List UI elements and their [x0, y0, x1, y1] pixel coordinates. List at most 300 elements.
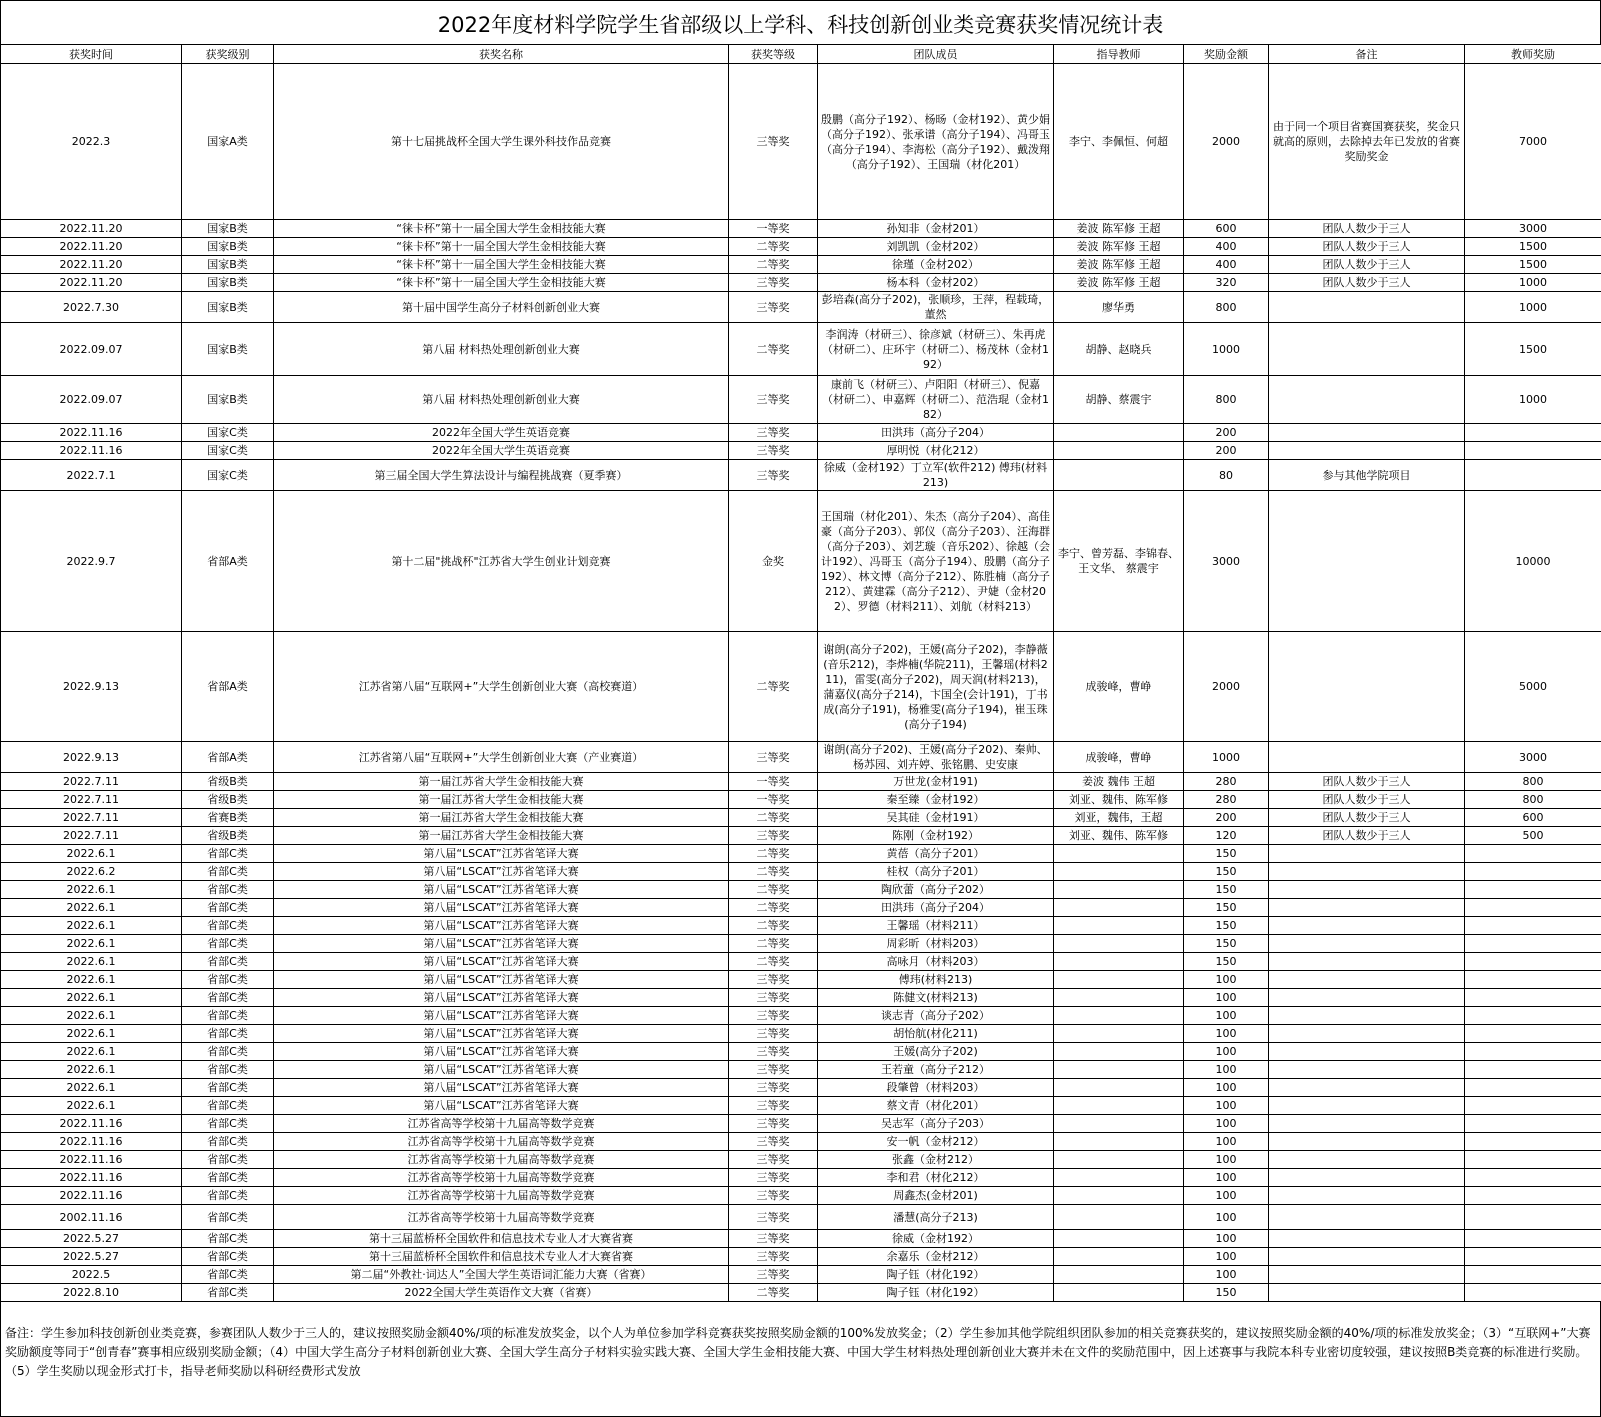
cell-amount: 100	[1184, 1007, 1269, 1025]
cell-level: 省部C类	[182, 863, 274, 881]
cell-amount: 100	[1184, 1079, 1269, 1097]
header-row	[1, 45, 1601, 64]
cell-remark	[1269, 863, 1465, 881]
cell-advisor: 姜波 陈军修 王超	[1054, 274, 1184, 292]
cell-date: 2022.6.1	[1, 989, 182, 1007]
cell-members: 田洪玮（高分子204）	[818, 899, 1054, 917]
cell-date: 2022.8.10	[1, 1284, 182, 1302]
cell-remark: 由于同一个项目省赛国赛获奖，奖金只就高的原则，去除掉去年已发放的省赛奖励奖金	[1269, 64, 1465, 220]
cell-advisor	[1054, 1248, 1184, 1266]
cell-amount: 100	[1184, 1151, 1269, 1169]
cell-members: 陶子钰（材化192）	[818, 1266, 1054, 1284]
column-header: 获奖时间	[1, 45, 182, 64]
cell-teacher-award	[1465, 1007, 1601, 1025]
table-row	[1, 917, 1601, 935]
cell-amount: 100	[1184, 1205, 1269, 1230]
cell-advisor: 成骏峰，曹峥	[1054, 632, 1184, 742]
cell-date: 2022.6.1	[1, 1061, 182, 1079]
cell-date: 2022.11.20	[1, 256, 182, 274]
cell-name: 第八届“LSCAT”江苏省笔译大赛	[274, 1007, 729, 1025]
cell-grade: 三等奖	[729, 1230, 818, 1248]
cell-amount: 320	[1184, 274, 1269, 292]
cell-level: 省部C类	[182, 1025, 274, 1043]
cell-name: 第八届“LSCAT”江苏省笔译大赛	[274, 971, 729, 989]
cell-date: 2022.6.1	[1, 971, 182, 989]
cell-remark: 团队人数少于三人	[1269, 791, 1465, 809]
cell-name: 江苏省第八届“互联网+”大学生创新创业大赛（高校赛道）	[274, 632, 729, 742]
table-row	[1, 742, 1601, 773]
cell-advisor	[1054, 1079, 1184, 1097]
cell-remark	[1269, 632, 1465, 742]
cell-amount: 800	[1184, 376, 1269, 424]
table-row	[1, 953, 1601, 971]
cell-members: 胡怡航(材化211)	[818, 1025, 1054, 1043]
cell-teacher-award: 10000	[1465, 491, 1601, 632]
cell-level: 省部C类	[182, 1043, 274, 1061]
table-row	[1, 256, 1601, 274]
cell-level: 省部C类	[182, 1187, 274, 1205]
cell-members: 周鑫杰(金材201)	[818, 1187, 1054, 1205]
cell-teacher-award	[1465, 1205, 1601, 1230]
cell-grade: 二等奖	[729, 881, 818, 899]
cell-amount: 1000	[1184, 742, 1269, 773]
cell-name: 第八届“LSCAT”江苏省笔译大赛	[274, 1043, 729, 1061]
cell-teacher-award	[1465, 971, 1601, 989]
cell-date: 2022.5.27	[1, 1248, 182, 1266]
column-header: 获奖级别	[182, 45, 274, 64]
cell-level: 省部C类	[182, 917, 274, 935]
cell-advisor: 姜波 陈军修 王超	[1054, 256, 1184, 274]
cell-advisor	[1054, 935, 1184, 953]
cell-members: 吴志军（高分子203）	[818, 1115, 1054, 1133]
cell-amount: 100	[1184, 1025, 1269, 1043]
cell-remark: 团队人数少于三人	[1269, 809, 1465, 827]
cell-remark: 参与其他学院项目	[1269, 460, 1465, 491]
cell-members: 蔡文青（材化201）	[818, 1097, 1054, 1115]
cell-date: 2022.7.11	[1, 773, 182, 791]
cell-teacher-award	[1465, 1187, 1601, 1205]
cell-members: 万世龙(金材191)	[818, 773, 1054, 791]
cell-members: 秦至臻（金材192）	[818, 791, 1054, 809]
cell-date: 2022.09.07	[1, 376, 182, 424]
cell-amount: 400	[1184, 238, 1269, 256]
cell-teacher-award: 3000	[1465, 220, 1601, 238]
cell-grade: 二等奖	[729, 809, 818, 827]
cell-teacher-award: 1000	[1465, 292, 1601, 323]
footnote: 备注：学生参加科技创新创业类竞赛，参赛团队人数少于三人的，建议按照奖励金额40%/项的标准发放奖金，以个人为单位参加学科竞赛获奖按照奖励金额的100%发放奖金；（2）学生参加其他学院组织团队参加的相关竞赛获奖的，建议按照奖励金额的40%/项的标准发放奖金；（3）“互联网+”大赛奖励额度等同于“创青春”赛事相应级别奖励金额；（4）中国大学生高分子材料创新创业大赛、全国大学生高分子材料实验实践大赛、全国大学生金相技能大赛、中国大学生材料热处理创新创业大赛并未在文件的奖励范围中，因上述赛事与我院本科专业密切度较强，建议按照B类竞赛的标准进行奖励。（5）学生奖励以现金形式打卡，指导老师奖励以科研经费形式发放	[0, 1302, 1601, 1417]
cell-remark: 团队人数少于三人	[1269, 827, 1465, 845]
cell-members: 吴其硅（金材191）	[818, 809, 1054, 827]
cell-level: 省部C类	[182, 1061, 274, 1079]
cell-advisor	[1054, 845, 1184, 863]
cell-name: 第八届“LSCAT”江苏省笔译大赛	[274, 863, 729, 881]
cell-date: 2022.7.11	[1, 791, 182, 809]
cell-members: 厚明悦（材化212）	[818, 442, 1054, 460]
cell-name: 2022全国大学生英语作文大赛（省赛）	[274, 1284, 729, 1302]
cell-grade: 三等奖	[729, 1097, 818, 1115]
cell-remark	[1269, 1284, 1465, 1302]
cell-remark	[1269, 1133, 1465, 1151]
cell-amount: 150	[1184, 845, 1269, 863]
cell-remark	[1269, 1097, 1465, 1115]
cell-advisor	[1054, 1025, 1184, 1043]
cell-amount: 1000	[1184, 323, 1269, 376]
cell-advisor	[1054, 1187, 1184, 1205]
cell-grade: 三等奖	[729, 1169, 818, 1187]
sheet-title: 2022年度材料学院学生省部级以上学科、科技创新创业类竞赛获奖情况统计表	[0, 0, 1601, 44]
cell-grade: 三等奖	[729, 1025, 818, 1043]
cell-members: 黄蓓（高分子201）	[818, 845, 1054, 863]
cell-remark	[1269, 1079, 1465, 1097]
cell-members: 陶欣蕾（高分子202）	[818, 881, 1054, 899]
cell-amount: 280	[1184, 773, 1269, 791]
cell-grade: 一等奖	[729, 791, 818, 809]
cell-level: 省部A类	[182, 742, 274, 773]
table-row	[1, 1230, 1601, 1248]
cell-teacher-award	[1465, 1043, 1601, 1061]
cell-grade: 三等奖	[729, 971, 818, 989]
cell-date: 2022.6.1	[1, 917, 182, 935]
cell-level: 省部C类	[182, 1097, 274, 1115]
cell-teacher-award	[1465, 1133, 1601, 1151]
cell-name: 第八届“LSCAT”江苏省笔译大赛	[274, 935, 729, 953]
cell-name: 江苏省高等学校第十九届高等数学竞赛	[274, 1115, 729, 1133]
cell-level: 省部C类	[182, 1115, 274, 1133]
cell-date: 2022.6.1	[1, 1097, 182, 1115]
cell-remark	[1269, 989, 1465, 1007]
cell-advisor: 李宁、曾芳磊、李锦春、王文华、 蔡震宇	[1054, 491, 1184, 632]
cell-level: 国家B类	[182, 292, 274, 323]
cell-amount: 150	[1184, 899, 1269, 917]
cell-teacher-award	[1465, 1230, 1601, 1248]
cell-advisor: 刘亚、魏伟、陈军修	[1054, 827, 1184, 845]
cell-level: 省部A类	[182, 491, 274, 632]
cell-teacher-award	[1465, 881, 1601, 899]
cell-level: 省部C类	[182, 935, 274, 953]
cell-amount: 100	[1184, 1115, 1269, 1133]
cell-teacher-award	[1465, 935, 1601, 953]
cell-level: 省部C类	[182, 1079, 274, 1097]
cell-level: 省部A类	[182, 632, 274, 742]
cell-level: 省部C类	[182, 1151, 274, 1169]
cell-members: 安一帆（金材212）	[818, 1133, 1054, 1151]
cell-name: 第一届江苏省大学生金相技能大赛	[274, 773, 729, 791]
cell-advisor	[1054, 1061, 1184, 1079]
cell-grade: 二等奖	[729, 632, 818, 742]
table-row	[1, 1248, 1601, 1266]
cell-date: 2022.6.1	[1, 899, 182, 917]
cell-name: 第八届“LSCAT”江苏省笔译大赛	[274, 881, 729, 899]
table-row	[1, 827, 1601, 845]
cell-advisor: 成骏峰，曹峥	[1054, 742, 1184, 773]
cell-name: 江苏省高等学校第十九届高等数学竞赛	[274, 1151, 729, 1169]
table-row	[1, 424, 1601, 442]
cell-date: 2022.11.16	[1, 1187, 182, 1205]
table-row	[1, 64, 1601, 220]
cell-date: 2022.6.1	[1, 881, 182, 899]
cell-amount: 200	[1184, 809, 1269, 827]
cell-date: 2022.11.20	[1, 238, 182, 256]
cell-advisor	[1054, 1284, 1184, 1302]
cell-members: 徐威（金材192）	[818, 1230, 1054, 1248]
cell-name: 第一届江苏省大学生金相技能大赛	[274, 791, 729, 809]
table-row	[1, 1133, 1601, 1151]
cell-name: “徕卡杯”第十一届全国大学生金相技能大赛	[274, 256, 729, 274]
cell-members: 李润涛（材研三）、徐彦斌（材研三）、朱再虎（材研二）、庄环宇（材研二）、杨茂林（金材192）	[818, 323, 1054, 376]
cell-name: 第二届“外教社·词达人”全国大学生英语词汇能力大赛（省赛）	[274, 1266, 729, 1284]
cell-remark	[1269, 1061, 1465, 1079]
cell-remark	[1269, 1187, 1465, 1205]
cell-level: 省部C类	[182, 989, 274, 1007]
cell-date: 2022.11.16	[1, 1151, 182, 1169]
cell-name: “徕卡杯”第十一届全国大学生金相技能大赛	[274, 274, 729, 292]
cell-teacher-award: 1500	[1465, 256, 1601, 274]
cell-remark: 团队人数少于三人	[1269, 274, 1465, 292]
cell-date: 2002.11.16	[1, 1205, 182, 1230]
cell-remark	[1269, 1169, 1465, 1187]
cell-teacher-award	[1465, 917, 1601, 935]
cell-advisor: 李宁、李佩恒、何超	[1054, 64, 1184, 220]
cell-grade: 三等奖	[729, 64, 818, 220]
cell-name: 江苏省高等学校第十九届高等数学竞赛	[274, 1187, 729, 1205]
cell-grade: 金奖	[729, 491, 818, 632]
cell-grade: 三等奖	[729, 742, 818, 773]
table-row	[1, 1115, 1601, 1133]
cell-teacher-award	[1465, 1151, 1601, 1169]
cell-remark	[1269, 1205, 1465, 1230]
cell-members: 潘慧(高分子213)	[818, 1205, 1054, 1230]
cell-date: 2022.6.1	[1, 935, 182, 953]
cell-date: 2022.6.1	[1, 845, 182, 863]
cell-remark	[1269, 1115, 1465, 1133]
cell-grade: 三等奖	[729, 1133, 818, 1151]
table-row	[1, 881, 1601, 899]
cell-teacher-award: 800	[1465, 791, 1601, 809]
cell-advisor	[1054, 1230, 1184, 1248]
cell-advisor	[1054, 1007, 1184, 1025]
cell-grade: 三等奖	[729, 989, 818, 1007]
cell-date: 2022.11.16	[1, 1169, 182, 1187]
cell-level: 国家C类	[182, 424, 274, 442]
awards-table	[0, 44, 1601, 1302]
cell-name: 江苏省高等学校第十九届高等数学竞赛	[274, 1169, 729, 1187]
cell-amount: 600	[1184, 220, 1269, 238]
cell-date: 2022.11.16	[1, 442, 182, 460]
cell-name: 2022年全国大学生英语竞赛	[274, 424, 729, 442]
table-row	[1, 460, 1601, 491]
cell-grade: 一等奖	[729, 220, 818, 238]
cell-amount: 2000	[1184, 632, 1269, 742]
cell-name: 第八届“LSCAT”江苏省笔译大赛	[274, 953, 729, 971]
cell-teacher-award: 1500	[1465, 238, 1601, 256]
cell-grade: 三等奖	[729, 292, 818, 323]
cell-advisor: 刘亚，魏伟，王超	[1054, 809, 1184, 827]
cell-grade: 二等奖	[729, 238, 818, 256]
cell-teacher-award	[1465, 1061, 1601, 1079]
cell-date: 2022.9.7	[1, 491, 182, 632]
cell-date: 2022.11.20	[1, 220, 182, 238]
cell-grade: 三等奖	[729, 442, 818, 460]
cell-name: 第十三届蓝桥杯全国软件和信息技术专业人才大赛省赛	[274, 1230, 729, 1248]
cell-level: 省部C类	[182, 1169, 274, 1187]
cell-date: 2022.5.27	[1, 1230, 182, 1248]
table-row	[1, 773, 1601, 791]
cell-level: 国家B类	[182, 256, 274, 274]
cell-advisor	[1054, 424, 1184, 442]
cell-teacher-award: 800	[1465, 773, 1601, 791]
cell-amount: 150	[1184, 881, 1269, 899]
cell-name: 第十届中国学生高分子材料创新创业大赛	[274, 292, 729, 323]
table-row	[1, 376, 1601, 424]
cell-advisor	[1054, 442, 1184, 460]
cell-advisor	[1054, 1205, 1184, 1230]
table-row	[1, 1061, 1601, 1079]
cell-name: 第八届“LSCAT”江苏省笔译大赛	[274, 845, 729, 863]
table-row	[1, 935, 1601, 953]
cell-level: 省部C类	[182, 1284, 274, 1302]
cell-advisor	[1054, 1097, 1184, 1115]
cell-name: 第八届“LSCAT”江苏省笔译大赛	[274, 1025, 729, 1043]
cell-name: 第八届“LSCAT”江苏省笔译大赛	[274, 1061, 729, 1079]
cell-date: 2022.11.16	[1, 1115, 182, 1133]
cell-level: 省部C类	[182, 899, 274, 917]
cell-amount: 280	[1184, 791, 1269, 809]
cell-amount: 100	[1184, 971, 1269, 989]
cell-members: 桂权（高分子201）	[818, 863, 1054, 881]
cell-amount: 200	[1184, 442, 1269, 460]
cell-amount: 100	[1184, 1230, 1269, 1248]
cell-level: 省部C类	[182, 953, 274, 971]
table-row	[1, 1151, 1601, 1169]
cell-level: 省级B类	[182, 773, 274, 791]
table-row	[1, 1266, 1601, 1284]
cell-remark: 团队人数少于三人	[1269, 220, 1465, 238]
cell-remark: 团队人数少于三人	[1269, 256, 1465, 274]
cell-level: 省级B类	[182, 791, 274, 809]
cell-members: 陈刚（金材192）	[818, 827, 1054, 845]
cell-amount: 100	[1184, 989, 1269, 1007]
cell-members: 陈健文(材料213)	[818, 989, 1054, 1007]
column-header: 团队成员	[818, 45, 1054, 64]
cell-name: 第八届“LSCAT”江苏省笔译大赛	[274, 1079, 729, 1097]
cell-level: 国家A类	[182, 64, 274, 220]
cell-remark	[1269, 845, 1465, 863]
column-header: 奖励金额	[1184, 45, 1269, 64]
cell-teacher-award	[1465, 1284, 1601, 1302]
cell-members: 谢朗(高分子202)，王媛(高分子202)，李静薇(音乐212)，李烨楠(华院211)，王馨瑶(材料211)，雷雯(高分子202)，周天润(材料213)，蒲嘉仪(高分子214)，卞国全(会计191)，丁书成(高分子191)，杨雅雯(高分子194)，崔玉珠(高分子194)	[818, 632, 1054, 742]
column-header: 指导教师	[1054, 45, 1184, 64]
cell-amount: 150	[1184, 1284, 1269, 1302]
cell-grade: 二等奖	[729, 1284, 818, 1302]
cell-advisor	[1054, 1169, 1184, 1187]
table-row	[1, 632, 1601, 742]
cell-name: 第八届 材料热处理创新创业大赛	[274, 323, 729, 376]
cell-date: 2022.6.1	[1, 1043, 182, 1061]
cell-remark: 团队人数少于三人	[1269, 773, 1465, 791]
cell-members: 康前飞（材研三）、卢阳阳（材研三）、倪嘉（材研二）、申嘉辉（材研二）、范浩琨（金材182）	[818, 376, 1054, 424]
cell-teacher-award: 1000	[1465, 376, 1601, 424]
table-row	[1, 1043, 1601, 1061]
table-row	[1, 1187, 1601, 1205]
cell-remark	[1269, 323, 1465, 376]
table-row	[1, 899, 1601, 917]
table-row	[1, 1025, 1601, 1043]
cell-grade: 三等奖	[729, 424, 818, 442]
table-row	[1, 1169, 1601, 1187]
table-row	[1, 1097, 1601, 1115]
cell-advisor	[1054, 1133, 1184, 1151]
cell-remark	[1269, 491, 1465, 632]
cell-amount: 100	[1184, 1133, 1269, 1151]
table-row	[1, 491, 1601, 632]
cell-level: 省部C类	[182, 845, 274, 863]
cell-teacher-award: 500	[1465, 827, 1601, 845]
cell-grade: 三等奖	[729, 1187, 818, 1205]
cell-advisor: 刘亚、魏伟、陈军修	[1054, 791, 1184, 809]
cell-teacher-award	[1465, 1097, 1601, 1115]
cell-grade: 二等奖	[729, 323, 818, 376]
cell-members: 段肇曾（材料203）	[818, 1079, 1054, 1097]
cell-grade: 二等奖	[729, 917, 818, 935]
cell-name: 江苏省第八届“互联网+”大学生创新创业大赛（产业赛道）	[274, 742, 729, 773]
cell-date: 2022.09.07	[1, 323, 182, 376]
cell-grade: 三等奖	[729, 827, 818, 845]
cell-grade: 三等奖	[729, 1115, 818, 1133]
cell-advisor	[1054, 971, 1184, 989]
cell-date: 2022.11.16	[1, 424, 182, 442]
cell-teacher-award: 1500	[1465, 323, 1601, 376]
cell-teacher-award	[1465, 442, 1601, 460]
cell-remark	[1269, 899, 1465, 917]
cell-remark	[1269, 971, 1465, 989]
cell-remark	[1269, 935, 1465, 953]
cell-amount: 800	[1184, 292, 1269, 323]
cell-teacher-award	[1465, 899, 1601, 917]
cell-members: 余嘉乐（金材212）	[818, 1248, 1054, 1266]
cell-members: 周彩昕（材料203）	[818, 935, 1054, 953]
table-row	[1, 809, 1601, 827]
cell-level: 国家B类	[182, 274, 274, 292]
cell-date: 2022.7.1	[1, 460, 182, 491]
cell-amount: 100	[1184, 1061, 1269, 1079]
table-row	[1, 791, 1601, 809]
cell-grade: 三等奖	[729, 1205, 818, 1230]
cell-teacher-award	[1465, 863, 1601, 881]
cell-level: 国家B类	[182, 376, 274, 424]
cell-level: 省部C类	[182, 1205, 274, 1230]
cell-grade: 二等奖	[729, 863, 818, 881]
cell-name: 第一届江苏省大学生金相技能大赛	[274, 827, 729, 845]
cell-name: 第八届“LSCAT”江苏省笔译大赛	[274, 899, 729, 917]
cell-amount: 3000	[1184, 491, 1269, 632]
cell-amount: 150	[1184, 953, 1269, 971]
table-row	[1, 1205, 1601, 1230]
table-row	[1, 1007, 1601, 1025]
cell-date: 2022.3	[1, 64, 182, 220]
cell-teacher-award	[1465, 989, 1601, 1007]
cell-name: 第八届“LSCAT”江苏省笔译大赛	[274, 989, 729, 1007]
cell-members: 杨本科（金材202）	[818, 274, 1054, 292]
cell-members: 陶子钰（材化192）	[818, 1284, 1054, 1302]
cell-remark	[1269, 1230, 1465, 1248]
cell-amount: 2000	[1184, 64, 1269, 220]
cell-grade: 三等奖	[729, 1151, 818, 1169]
cell-name: 2022年全国大学生英语竞赛	[274, 442, 729, 460]
cell-date: 2022.11.20	[1, 274, 182, 292]
cell-members: 孙知非（金材201）	[818, 220, 1054, 238]
cell-remark	[1269, 1248, 1465, 1266]
cell-remark	[1269, 881, 1465, 899]
